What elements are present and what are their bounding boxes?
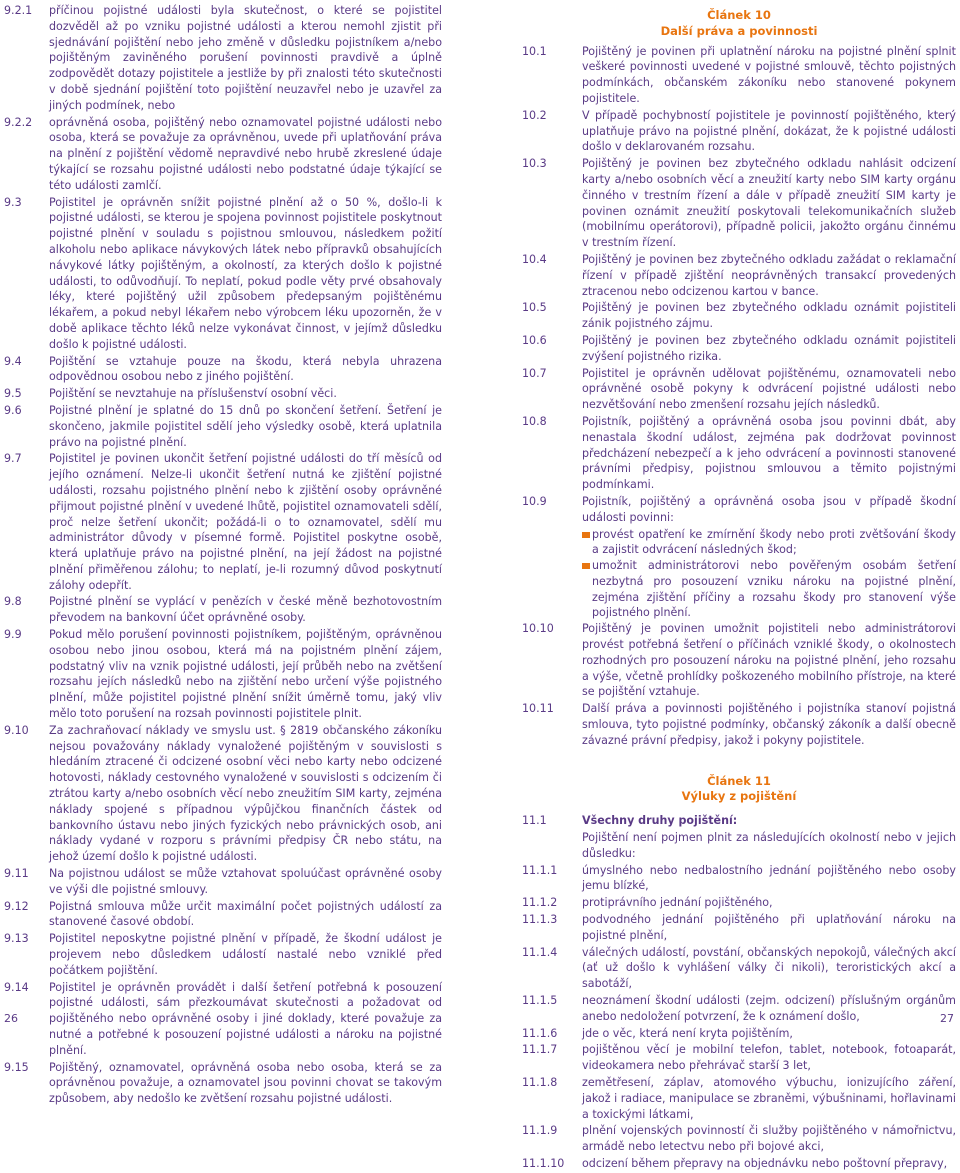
clause — [4, 451, 442, 593]
clause-number: 11.1 — [522, 814, 547, 828]
bullet-item — [582, 558, 956, 621]
clause-text: V případě pochybností pojistitele je povinností pojištěného, který uplatňuje právo na pojistné plnění, dokázat, že k pojistné události došlo v deklarovaném rozsahu. — [582, 108, 956, 154]
clause-number: 10.10 — [522, 622, 554, 636]
left-column — [4, 3, 442, 1108]
clause — [522, 863, 956, 895]
page-number-right: 27 — [940, 1012, 954, 1025]
clause-text: neoznámení škodní události (zejm. odcizení) příslušným orgánům anebo nedoložení potvrzení, že k oznámení došlo, — [582, 994, 956, 1023]
clause-number: 9.13 — [4, 932, 29, 946]
clause-text: jde o věc, která není kryta pojištěním, — [582, 1026, 793, 1040]
article-10-subtitle: Další práva a povinnosti — [660, 23, 818, 38]
clause — [4, 3, 442, 114]
clause-text: plnění vojenských povinností či služby pojištěného v námořnictvu, armádě nebo letectvu nebo při bojové akci, — [582, 1124, 956, 1154]
clause-number: 10.3 — [522, 157, 547, 171]
clause — [522, 252, 956, 299]
clause — [4, 386, 442, 402]
clause — [522, 333, 956, 365]
clause-text: úmyslného nebo nedbalostního jednání pojištěného nebo osoby jemu blízké, — [582, 863, 956, 893]
clause — [4, 931, 442, 978]
clause-number: 11.1.7 — [522, 1043, 558, 1057]
clause-number: 9.5 — [4, 387, 22, 401]
clause-text: Další práva a povinnosti pojištěného i pojistníka stanoví pojistná smlouva, tyto pojistné podmínky, občanský zákoník a další obecně závazné právní předpisy, jakož i pokyny pojistitele. — [582, 702, 956, 747]
clause-number: 9.14 — [4, 980, 29, 994]
clause-number: 9.8 — [4, 595, 22, 609]
clause-text: Pojištění se vztahuje pouze na škodu, která nebyla uhrazena odpovědnou osobou nebo z jiného pojištění. — [49, 354, 442, 384]
clause-number: 9.2.2 — [4, 115, 33, 129]
clause-number: 11.1.9 — [522, 1124, 558, 1138]
clause-number: 9.7 — [4, 452, 22, 466]
clause-text: Pojistné plnění se vyplácí v penězích v české měně bezhotovostním převodem na bankovní účet oprávněné osoby. — [49, 595, 442, 625]
article-10-title: Článek 10 — [707, 8, 771, 22]
bullet-item — [582, 527, 956, 559]
clause — [4, 594, 442, 626]
clause — [4, 1060, 442, 1107]
clause-number: 10.8 — [522, 414, 547, 428]
clause-text: Pojistitel neposkytne pojistné plnění v případě, že škodní událost je projevem nebo důsledkem událostí nastalé nebo vzniklé před počátkem pojištění. — [49, 932, 442, 977]
clause-number: 10.6 — [522, 333, 547, 347]
article-10-clauses — [522, 44, 956, 526]
clause — [522, 945, 956, 992]
clause-number: 11.1.4 — [522, 945, 558, 959]
clause — [522, 366, 956, 413]
clause-number: 10.7 — [522, 366, 547, 380]
clause-text: válečných událostí, povstání, občanských nepokojů, válečných akcí (ať už došlo k vyhlášení války či nikoli), teroristických akcí a sabotáží, — [582, 945, 956, 991]
clause-text: Pojištěný je povinen umožnit pojistiteli nebo administrátorovi provést potřebná šetření o příčinách vzniklé škody, o okolnostech rozhodných pro posouzení nároku na pojistné plnění, jeho rozsahu a výše, včetně prohlídky poškozeného mobilního přístroje, na které se pojištění vztahuje. — [582, 622, 956, 699]
clause-number: 9.4 — [4, 354, 22, 368]
clause — [522, 701, 956, 748]
article-11-title: Článek 11 — [707, 773, 771, 788]
clause-number: 9.12 — [4, 899, 29, 913]
clause — [4, 354, 442, 386]
clause-number: 10.5 — [522, 301, 547, 315]
clause-text: Pojištění se nevztahuje na příslušenství osobní věci. — [49, 387, 337, 401]
clause — [522, 1075, 956, 1122]
clause — [522, 1026, 956, 1042]
clause — [4, 115, 442, 194]
clause-text: Pojištění není pojmen plnit za následujících okolností nebo v jejich důsledku: — [582, 831, 956, 860]
bullet-square-icon — [582, 532, 590, 538]
clause-number: 10.9 — [522, 494, 547, 508]
clause — [522, 44, 956, 107]
clause-number: 11.1.8 — [522, 1076, 558, 1089]
clause-text: oprávněná osoba, pojištěný nebo oznamovatel pojistné události nebo osoba, která se považuje za oprávněnou, uvede při uplatňování práva na plnění z pojištění vědomě nepravdivé nebo hrubě zkreslené údaje týkající se rozsahu pojistné události nebo podstatné údaje týkající se této události zamlčí. — [49, 115, 442, 192]
clause-text: Pojištěný je povinen bez zbytečného odkladu zažádat o reklamační řízení v případě zjištění neoprávněných transakcí provedených ztracenou nebo odcizenou kartou v bance. — [582, 252, 956, 298]
clause-text: Pojištěný je povinen bez zbytečného odkladu nahlásit odcizení karty a/nebo osobních věcí a zneužití karty nebo SIM karty orgánu činného v trestním řízení a dále v případě zneužití SIM karty je povinen oznámit zneužití poskytovali telekomunikačních služeb (mobilnímu operátorovi), případně policii, jakožto orgánu činnému v trestním řízení. — [582, 157, 956, 250]
page-number-left: 26 — [4, 1012, 18, 1025]
clause-text: podvodného jednání pojištěného při uplatňování nároku na pojistné plnění, — [582, 913, 956, 942]
clause — [522, 993, 956, 1025]
clause-text: pojištěnou věcí je mobilní telefon, tablet, notebook, fotoaparát, videokamera nebo přehrávač starší 3 let, — [582, 1043, 956, 1073]
clause-number: 10.11 — [522, 702, 554, 716]
bullet-square-icon — [582, 563, 590, 569]
clause-number: 9.6 — [4, 403, 22, 417]
clause — [522, 494, 956, 526]
clause-text: Pojištěný, oznamovatel, oprávněná osoba nebo osoba, která se za oprávněnou považuje, a oznamovatel jsou povinni chovat se takovým způsobem, aby nedošlo ke zvětšení rozsahu pojistné události. — [49, 1060, 442, 1106]
clause-text: Pojištěný je povinen při uplatnění nároku na pojistné plnění splnit veškeré povinnosti uvedené v pojistné smlouvě, těchto pojistných podmínkách, občanském zákoníku nebo stanovené pokynem pojistitele. — [582, 44, 956, 105]
clause-number: 11.1.1 — [522, 863, 558, 877]
clause — [4, 866, 442, 898]
clause-text: Pojistitel je oprávněn snížit pojistné plnění až o 50 %, došlo-li k pojistné události, se kterou je spojena povinnost pojistitele poskytnout pojistné plnění v souladu s pojistnou smlouvou, následkem požití alkoholu nebo aplikace návykových látek nebo přípravků obsahujících návykové látky pojištěným, a okolností, za kterých došlo k pojistné události, to odůvodňují. To neplatí, pokud podle věty prvé obsahovaly léky, které pojištěný užil způsobem předepsaným pojištěnému lékařem, a pokud nebyl lékařem nebo výrobcem léku upozorněn, že v době aplikace těchto léků nelze vykonávat činnost, v jejímž důsledku došlo k pojistné události. — [49, 195, 442, 351]
right-column — [522, 3, 956, 1173]
clause-number: 10.1 — [522, 44, 547, 58]
clause — [522, 1042, 956, 1074]
clause — [522, 895, 956, 911]
clause-text: Na pojistnou událost se může vztahovat spoluúčast oprávněné osoby ve výši dle pojistné smlouvy. — [49, 867, 442, 896]
clause-number: 9.11 — [4, 867, 29, 881]
clause-number: 9.3 — [4, 195, 22, 209]
clause-text: Pokud mělo porušení povinnosti pojistníkem, pojištěným, oprávněnou osobou nebo jinou osobou, která má na pojistném plnění zájem, podstatný vliv na vznik pojistné události, její průběh nebo na zvětšení rozsahu jejích následků nebo na zjištění nebo určení výše pojistného plnění, může pojistitel pojistné plnění snížit úměrně tomu, jaký vliv mělo toto porušení na rozsah povinnosti pojistitele plnit. — [49, 628, 442, 721]
clause — [522, 912, 956, 944]
clause — [4, 627, 442, 722]
clause-text: Pojistník, pojištěný a oprávněná osoba jsou povinni dbát, aby nenastala škodní událost, zejména pak dodržovat povinnost předcházení nebezpečí a k jeho odvrácení a povinnosti stanovené právními předpisy, pojistnou smlouvou a těmito pojistnými podmínkami. — [582, 414, 956, 492]
clause-number: 9.15 — [4, 1060, 29, 1074]
clause — [522, 1156, 956, 1172]
clause-number: 11.1.10 — [522, 1156, 565, 1170]
clause — [4, 723, 442, 865]
article-11-clauses — [522, 863, 956, 1172]
clause-text: Pojistná smlouva může určit maximální počet pojistných událostí za stanovené časové období. — [49, 899, 442, 929]
clause — [522, 1123, 956, 1155]
clause — [522, 108, 956, 155]
clause-text: Za zachraňovací náklady ve smyslu ust. § 2819 občanského zákoníku nejsou považovány náklady vynaložené pojištěným v souvislosti s hledáním ztracené či odcizené osobní věci nebo karty nebo odcizené hotovosti, náklady cestovného vynaložené v souvislosti s odcizením či ztrátou karty a/nebo osobních věcí nebo zneužitím SIM karty, zejména náklady spojené s případnou výpůjčkou finančních částek od bankovního ústavu nebo jiných fyzických nebo právnických osob, ani náklady vydané v rozporu s právními předpisy ČR nebo státu, na jehož území došlo k pojistné události. — [49, 723, 442, 864]
clause — [522, 156, 956, 251]
clause-text: Pojistitel je oprávněn udělovat pojištěnému, oznamovateli nebo oprávněné osobě pokyny k odvrácení pojistné události nebo nezvětšování nebo zmenšení rozsahu jejích následků. — [582, 366, 956, 412]
clause — [4, 403, 442, 450]
clause-11-1-intro — [522, 830, 956, 862]
clause-number: 11.1.6 — [522, 1026, 558, 1040]
clause-text: zemětřesení, záplav, atomového výbuchu, ionizujícího záření, jakož i radiace, manipulace se zbraněmi, výbušninami, hořlavinami a toxickými látkami, — [582, 1076, 956, 1121]
clause-text: odcizení během přepravy na objednávku nebo poštovní přepravy, — [582, 1156, 948, 1170]
clause-number: 9.9 — [4, 628, 22, 642]
article-10-clauses-cont — [522, 621, 956, 748]
clause-number: 9.2.1 — [4, 4, 33, 17]
clause — [4, 899, 442, 931]
clause-text: Pojistné plnění je splatné do 15 dnů po skončení šetření. Šetření je skončeno, jakmile pojistitel sdělí jeho výsledky osobě, která uplatnila právo na pojistné plnění. — [49, 403, 442, 449]
clause-text: Pojistitel je oprávněn provádět i další šetření potřebná k posouzení pojistné události, sám přezkoumávat skutečnosti a požadovat od pojištěného nebo oprávněné osoby i jiné doklady, které považuje za nutné a potřebné k posouzení pojistné události a nároku na pojistné plnění. — [49, 980, 442, 1057]
clause-text: Pojištěný je povinen bez zbytečného odkladu oznámit pojistiteli zánik pojistného zájmu. — [582, 301, 956, 331]
bullet-text: umožnit administrátorovi nebo pověřeným osobám šetření nezbytná pro posouzení vzniku nároku na pojistné plnění, zejména zjištění příčiny a rozsahu škody pro stanovení výše pojistného plnění. — [592, 559, 956, 620]
clause-text: příčinou pojistné události byla skutečnost, o které se pojistitel dozvěděl až po vzniku pojistné události a kterou nemohl zjistit při sjednávání pojištění nebo jeho změně v důsledku pojistníkem a/nebo pojištěným zaviněného porušení povinnosti pravdivě a úplně zodpovědět dotazy pojistitele a jestliže by při znalosti této skutečnosti v době sjednání pojištění toto pojištění neuzavřel nebo je uzavřel za jiných podmínek, nebo — [49, 4, 442, 112]
clause-11-1 — [522, 813, 956, 829]
clause-text: Pojistník, pojištěný a oprávněná osoba jsou v případě škodní události povinni: — [582, 494, 956, 524]
clause-number: 11.1.3 — [522, 913, 558, 927]
article-11-subtitle: Výluky z pojištění — [681, 789, 797, 804]
article-10-9-bullets — [522, 527, 956, 622]
clause-number: 11.1.5 — [522, 994, 558, 1008]
clause-number: 9.10 — [4, 723, 29, 737]
clause-number: 11.1.2 — [522, 896, 558, 910]
bullet-text: provést opatření ke zmírnění škody nebo proti zvětšování škody a zajistit odvrácení následných škod; — [592, 527, 956, 557]
clause — [522, 621, 956, 700]
clause-text: Pojištěný je povinen bez zbytečného odkladu oznámit pojistiteli zvýšení pojistného rizika. — [582, 333, 956, 363]
clause-text: Všechny druhy pojištění: — [582, 814, 738, 828]
clause — [522, 414, 956, 493]
clause — [4, 195, 442, 353]
clause-text: Pojistitel je povinen ukončit šetření pojistné události do tří měsíců od jejího oznámení. Nelze-li ukončit šetření nutná ke zjištění pojistné události, rozsahu pojistného plnění nebo k zjištění osoby oprávněné přijmout pojistné plnění v uvedené lhůtě, pojistitel oznamovateli sdělí, proč nelze šetření ukončit; požádá-li o to oznamovatel, sdělí mu administrátor důvody v písemné formě. Pojistitel poskytne osobě, která uplatňuje právo na pojistné plnění, na její žádost na pojistné plnění přiměřenou zálohu; to neplatí, je-li rozumný důvod poskytnutí zálohy odepřít. — [49, 452, 442, 592]
clause-number: 10.4 — [522, 252, 547, 266]
clause-number: 10.2 — [522, 108, 547, 122]
clause-text: protiprávního jednání pojištěného, — [582, 896, 773, 910]
clause — [522, 300, 956, 332]
clause — [4, 980, 442, 1059]
